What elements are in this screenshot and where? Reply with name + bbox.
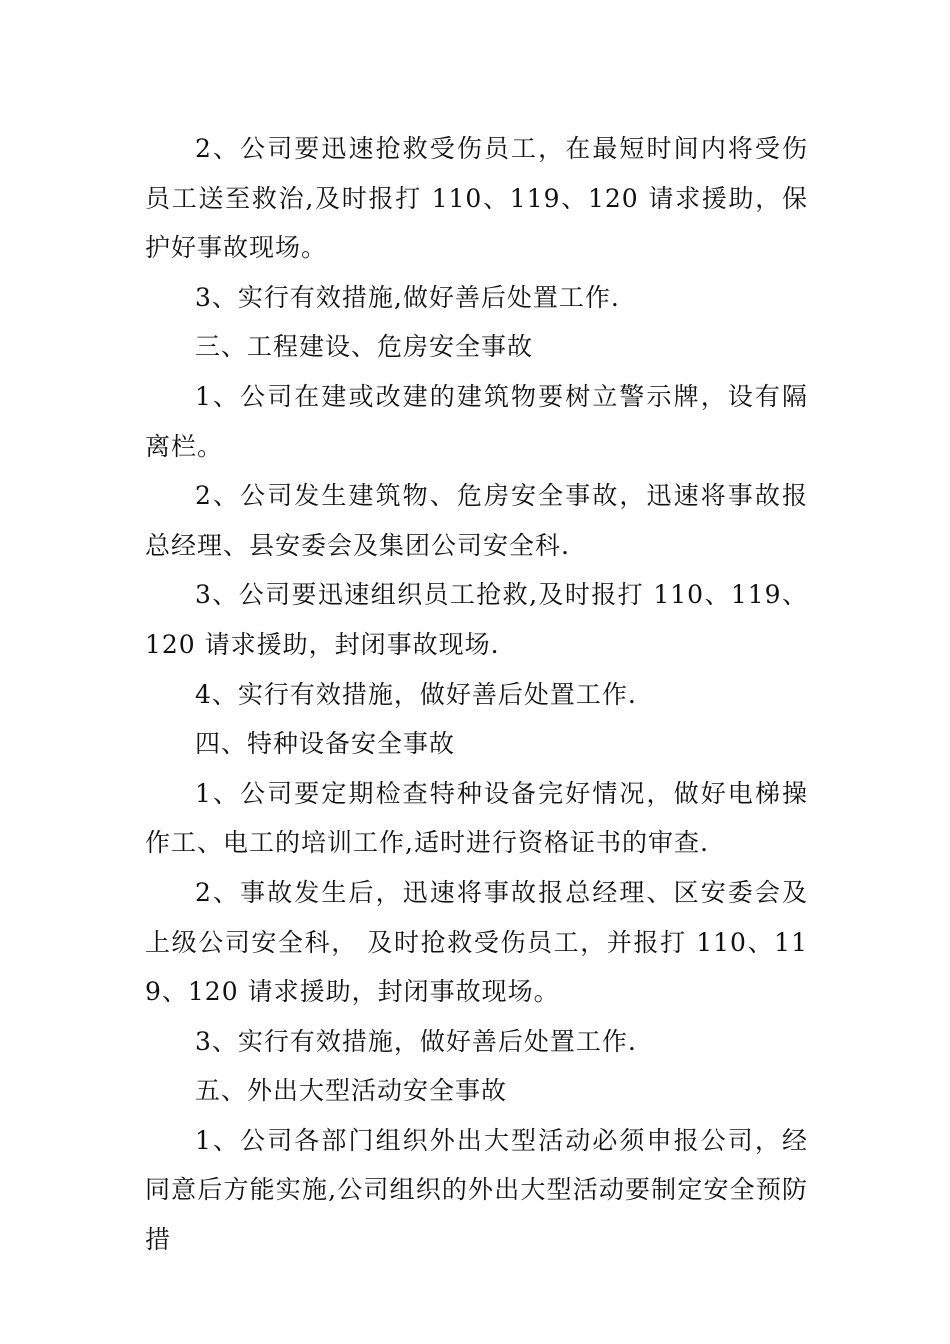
paragraph-injury-rescue: 2、公司要迅速抢救受伤员工，在最短时间内将受伤员工送至救治,及时报打 110、119、120 请求援助，保护好事故现场。 bbox=[145, 134, 808, 263]
paragraph-aftermath-2: 4、实行有效措施，做好善后处置工作. bbox=[195, 679, 637, 709]
section-heading-construction: 三、工程建设、危房安全事故 bbox=[195, 332, 534, 362]
paragraph-event-approval: 1、公司各部门组织外出大型活动必须申报公司，经同意后方能实施,公司组织的外出大型活动要制定安全预防措 bbox=[145, 1125, 808, 1255]
document-body bbox=[145, 124, 808, 1265]
paragraph-aftermath-3: 3、实行有效措施，做好善后处置工作. bbox=[195, 1026, 637, 1056]
paragraph-report-equipment-accident: 2、事故发生后，迅速将事故报总经理、区安委会及上级公司安全科， 及时抢救受伤员工，并报打 110、119、120 请求援助，封闭事故现场。 bbox=[145, 877, 808, 1007]
paragraph-organize-rescue: 3、公司要迅速组织员工抢救,及时报打 110、119、120 请求援助，封闭事故现场. bbox=[145, 580, 808, 659]
paragraph-aftermath-1: 3、实行有效措施,做好善后处置工作. bbox=[195, 282, 620, 312]
paragraph-equipment-inspection: 1、公司要定期检查特种设备完好情况，做好电梯操作工、电工的培训工作,适时进行资格证书的审查. bbox=[145, 778, 808, 858]
section-heading-special-equipment: 四、特种设备安全事故 bbox=[195, 729, 456, 759]
section-heading-outdoor-events: 五、外出大型活动安全事故 bbox=[195, 1076, 508, 1106]
paragraph-report-building-accident: 2、公司发生建筑物、危房安全事故，迅速将事故报总经理、县安委会及集团公司安全科. bbox=[145, 481, 808, 560]
paragraph-warning-signs: 1、公司在建或改建的建筑物要树立警示牌，设有隔离栏。 bbox=[145, 381, 808, 461]
